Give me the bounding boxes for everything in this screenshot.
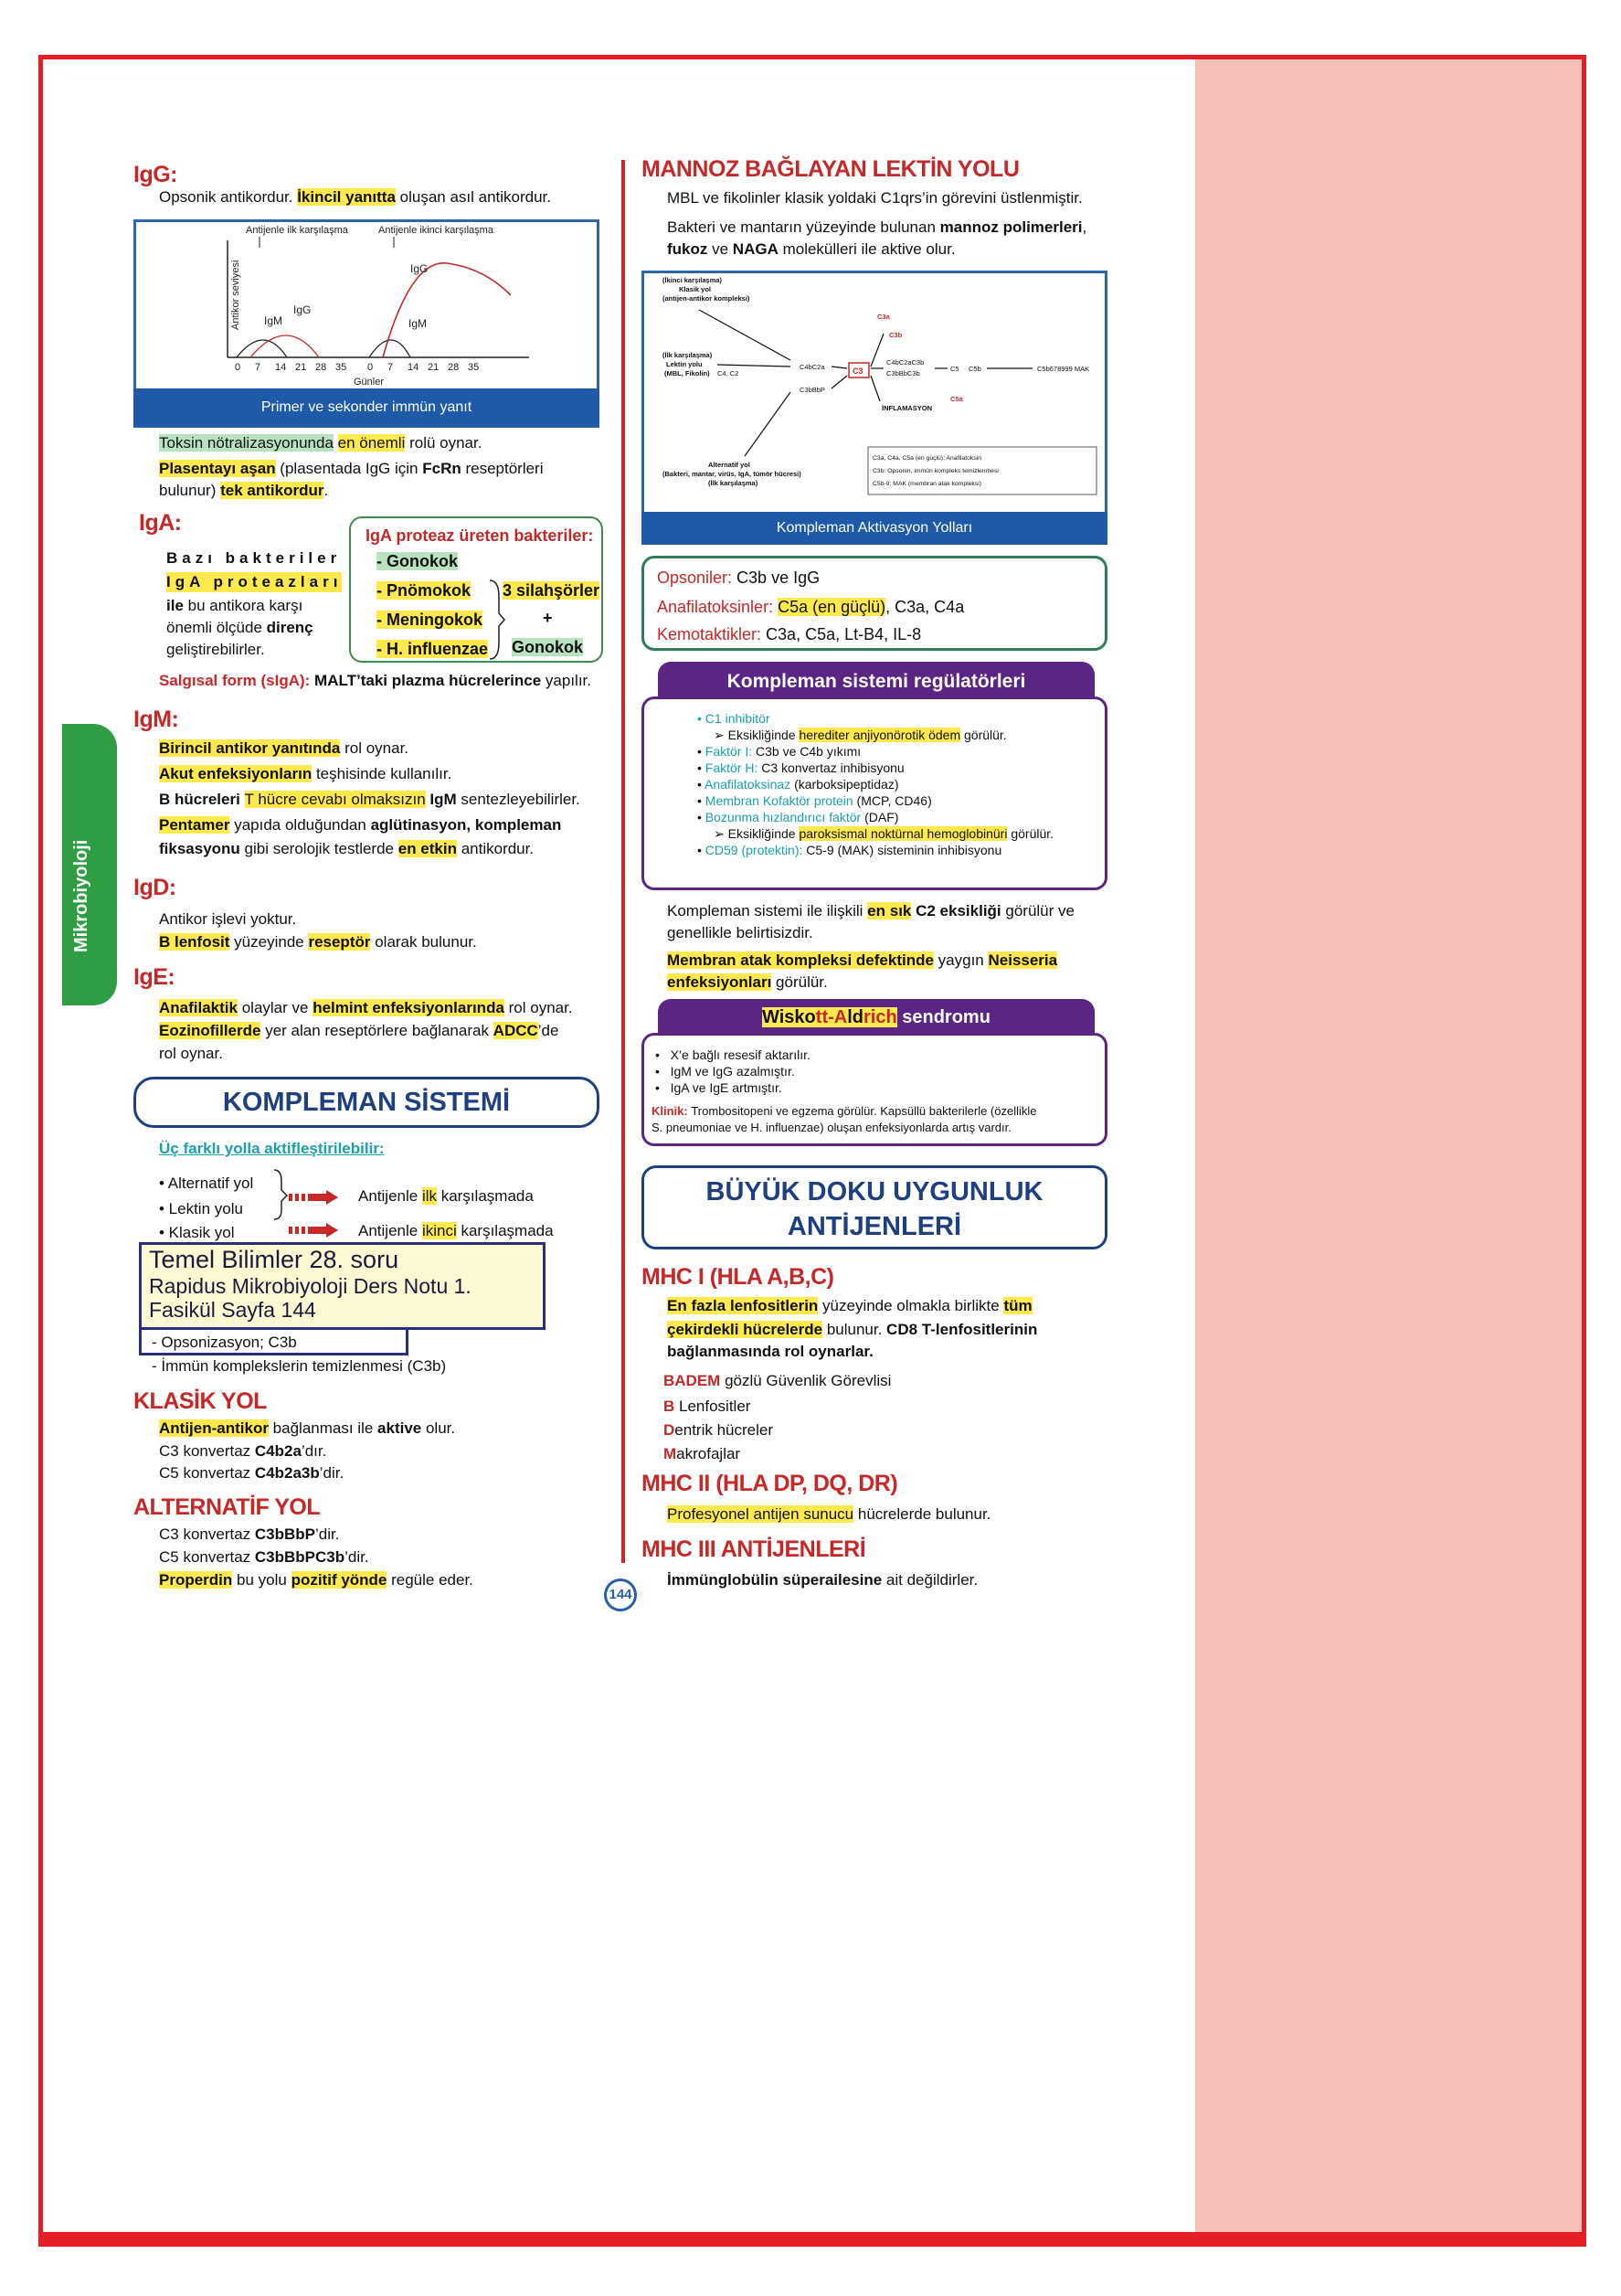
iga-box-title: IgA proteaz üreten bakteriler:	[366, 526, 594, 545]
ige-line3: rol oynar.	[159, 1045, 223, 1062]
ops-line1: Opsoniler: C3b ve IgG	[657, 569, 821, 587]
diagram-caption: Kompleman Aktivasyon Yolları	[641, 512, 1107, 545]
regulators-box	[641, 696, 1107, 890]
graph-label-first: Antijenle ilk karşılaşma	[246, 225, 348, 236]
iga-p3: ile bu antikora karşı	[166, 597, 303, 614]
kc-line2: genellikle belirtisizdir.	[667, 924, 813, 941]
igm-line4: Pentamer yapıda olduğundan aglütinasyon, kompleman	[159, 816, 562, 834]
graph-tick-label: 28	[315, 362, 327, 373]
ige-title: IgE:	[133, 964, 175, 990]
iga-box-right1: 3 silahşörler	[503, 581, 600, 600]
svg-text:Lektin yolu: Lektin yolu	[666, 360, 703, 368]
was-item-1: • X’e bağlı resesif aktarılır.	[655, 1047, 810, 1062]
iga-p1: Bazı bakteriler	[166, 549, 342, 567]
svg-text:(antijen-antikor kompleksi): (antijen-antikor kompleksi)	[662, 294, 750, 303]
iga-p2: IgA proteazları	[166, 573, 343, 590]
svg-text:C3b: Opsonin, immün kompleks t: C3b: Opsonin, immün kompleks temizlenmesi	[873, 468, 999, 474]
iga-box-item-1: - Gonokok	[376, 552, 458, 570]
svg-text:C3a, C4a, C5a (en güçlü): Anaf: C3a, C4a, C5a (en güçlü): Anafilatoksin	[873, 455, 982, 462]
note-line1: Temel Bilimler 28. soru	[149, 1246, 399, 1273]
igd-line1: Antikor işlevi yoktur.	[159, 910, 297, 928]
svg-text:C5b-9: MAK (membran atak kompl: C5b-9: MAK (membran atak kompleksi)	[873, 481, 981, 487]
kompleman-title-box	[133, 1077, 599, 1128]
mhc3-line1: İmmünglobülin süperailesine ait değildirler.	[667, 1571, 979, 1589]
sticky-note	[139, 1242, 546, 1330]
iga-title: IgA:	[139, 510, 182, 536]
svg-text:C3bBbC3b: C3bBbC3b	[886, 369, 920, 377]
mannoz-title: MANNOZ BAĞLAYAN LEKTİN YOLU	[641, 156, 1020, 182]
note-line3: Fasikül Sayfa 144	[149, 1298, 316, 1322]
svg-text:C5a: C5a	[950, 395, 963, 403]
reg-item-1: • C1 inhibitör	[697, 711, 770, 726]
mannoz-line1: MBL ve fikolinler klasik yoldaki C1qrs’in görevini üstlenmiştir.	[667, 189, 1083, 207]
graph-curve-igm-1: IgM	[264, 314, 283, 327]
ige-line2: Eozinofillerde yer alan reseptörlere bağlanarak ADCC’de	[159, 1022, 559, 1039]
graph-ylabel: Antikor seviyesi	[230, 260, 241, 330]
igg-line3: Plasentayı aşan (plasentada IgG için FcRn reseptörleri	[159, 460, 544, 477]
graph-tick-label: 21	[428, 362, 440, 373]
side-tab-label: Mikrobiyoloji	[71, 839, 91, 952]
igm-line1: Birincil antikor yanıtında rol oynar.	[159, 739, 409, 757]
svg-text:(İlk karşılaşma): (İlk karşılaşma)	[708, 479, 758, 487]
igg-line4: bulunur) tek antikordur.	[159, 482, 329, 499]
klasik-title: KLASİK YOL	[133, 1388, 267, 1414]
kc-line1: Kompleman sistemi ile ilişkili en sık C2 eksikliği görülür ve	[667, 902, 1075, 919]
graph-tick-label: 14	[275, 362, 287, 373]
alternatif-line3: Properdin bu yolu pozitif yönde regüle eder.	[159, 1571, 473, 1589]
reg-item-1-sub: ➢ Eksikliğinde herediter anjiyonörotik ödem görülür.	[714, 728, 1007, 742]
mhc2-title: MHC II (HLA DP, DQ, DR)	[641, 1471, 898, 1496]
note-line2: Rapidus Mikrobiyoloji Ders Notu 1.	[149, 1274, 471, 1298]
bottom-bar	[38, 2232, 1586, 2247]
mhc1-line1: En fazla lenfositlerin yüzeyinde olmakla birlikte tüm	[667, 1297, 1033, 1314]
svg-text:C4bC2a: C4bC2a	[800, 363, 825, 371]
graph-curve-igg-2: IgG	[410, 262, 429, 275]
ops-line2: Anafilatoksinler: C5a (en güçlü), C3a, C4a	[657, 598, 965, 616]
iga-box-item-3: - Meningokok	[376, 611, 482, 629]
svg-text:C3b: C3b	[889, 331, 903, 339]
graph-xlabel: Günler	[354, 377, 385, 388]
ilk-karsilasma: Antijenle ilk karşılaşmada	[358, 1187, 534, 1205]
svg-text:C4bC2aC3b: C4bC2aC3b	[886, 358, 925, 367]
alternatif-title: ALTERNATİF YOL	[133, 1494, 321, 1520]
igm-line5: fiksasyonu gibi serolojik testlerde en etkin antikordur.	[159, 840, 535, 857]
path-klasik: • Klasik yol	[159, 1224, 235, 1241]
klasik-line1: Antijen-antikor bağlanması ile aktive olur.	[159, 1419, 456, 1437]
kompleman-item2: - İmmün komplekslerin temizlenmesi (C3b)	[152, 1357, 447, 1375]
graph-curve-igg-1: IgG	[293, 303, 312, 316]
iga-box-right2: Gonokok	[512, 638, 584, 656]
igd-line2: B lenfosit yüzeyinde reseptör olarak bulunur.	[159, 933, 477, 951]
column-divider	[621, 160, 625, 1563]
kompleman-item1: - Opsonizasyon; C3b	[152, 1334, 297, 1351]
graph-tick-label: 14	[408, 362, 419, 373]
svg-text:(İlk karşılaşma): (İlk karşılaşma)	[662, 351, 713, 359]
igd-title: IgD:	[133, 875, 176, 900]
side-tab	[62, 724, 117, 1005]
reg-item-3: • Faktör H: C3 konvertaz inhibisyonu	[697, 760, 905, 775]
graph-tick-label: 7	[255, 362, 261, 373]
iga-protease-box	[349, 516, 603, 663]
was-title: Wiskott-Aldrich sendromu	[658, 999, 1095, 1036]
svg-text:(Bakteri, mantar, virüs, IgA,: (Bakteri, mantar, virüs, IgA, tümör hücresi)	[662, 470, 801, 478]
path-alternatif: • Alternatif yol	[159, 1175, 254, 1192]
svg-text:Alternatif yol: Alternatif yol	[708, 461, 750, 469]
reg-item-5: • Membran Kofaktör protein (MCP, CD46)	[697, 793, 932, 808]
iga-box-plus: +	[543, 609, 553, 627]
mhc1-badem: BADEM gözlü Güvenlik Görevlisi	[663, 1372, 892, 1389]
alternatif-line1: C3 konvertaz C3bBbP’dir.	[159, 1525, 340, 1543]
mhc1-b: B Lenfositler	[663, 1398, 751, 1415]
klasik-line3: C5 konvertaz C4b2a3b’dir.	[159, 1464, 344, 1482]
ops-line3: Kemotaktikler: C3a, C5a, Lt-B4, IL-8	[657, 625, 922, 643]
buyuk-line1: BÜYÜK DOKU UYGUNLUK	[705, 1177, 1044, 1206]
graph-tick-label: 35	[468, 362, 480, 373]
iga-p4: önemli ölçüde direnç	[166, 619, 313, 636]
graph-tick-label: 28	[448, 362, 460, 373]
svg-text:C5b678999 MAK: C5b678999 MAK	[1037, 365, 1090, 373]
svg-text:(MBL, Fikolin): (MBL, Fikolin)	[664, 369, 710, 377]
path-lektin: • Lektin yolu	[159, 1200, 243, 1217]
was-klinik-2: S. pneumoniae ve H. influenzae) oluşan enfeksiyonlarda artış vardır.	[652, 1121, 1012, 1134]
svg-text:(İkinci karşılaşma): (İkinci karşılaşma)	[662, 276, 723, 284]
reg-item-2: • Faktör I: C3b ve C4b yıkımı	[697, 744, 862, 759]
igm-title: IgM:	[133, 707, 179, 732]
svg-text:C5b: C5b	[969, 365, 981, 373]
reg-item-7: • CD59 (protektin): C5-9 (MAK) sisteminin inhibisyonu	[697, 843, 1002, 857]
was-item-2: • IgM ve IgG azalmıştır.	[655, 1064, 795, 1079]
page-number: 144	[604, 1578, 637, 1611]
opsonin-box	[641, 556, 1107, 651]
was-item-3: • IgA ve IgE artmıştır.	[655, 1080, 782, 1095]
graph-tick-label: 35	[335, 362, 347, 373]
iga-box-item-4: - H. influenzae	[376, 640, 489, 658]
mhc1-title: MHC I (HLA A,B,C)	[641, 1264, 834, 1290]
reg-title: Kompleman sistemi regülatörleri	[658, 662, 1095, 702]
igm-line2: Akut enfeksiyonların teşhisinde kullanılır.	[159, 765, 452, 782]
iga-box-item-2: - Pnömokok	[376, 581, 471, 600]
svg-text:C4, C2: C4, C2	[717, 369, 739, 377]
mannoz-line2: Bakteri ve mantarın yüzeyinde bulunan mannoz polimerleri,	[667, 218, 1087, 236]
reg-item-6-sub: ➢ Eksikliğinde paroksismal noktürnal hemoglobinüri görülür.	[714, 826, 1054, 841]
ige-line1: Anafilaktik olaylar ve helmint enfeksiyonlarında rol oynar.	[159, 999, 573, 1016]
kc-line3: Membran atak kompleksi defektinde yaygın Neisseria	[667, 951, 1058, 969]
was-klinik-1: Klinik: Trombositopeni ve egzema görülür. Kapsüllü bakterilerle (özellikle	[652, 1104, 1037, 1118]
klasik-line2: C3 konvertaz C4b2a’dır.	[159, 1442, 327, 1460]
mhc1-m: Makrofajlar	[663, 1445, 741, 1462]
svg-text:İNFLAMASYON: İNFLAMASYON	[882, 404, 932, 412]
path-arrows	[272, 1168, 355, 1241]
svg-text:C3bBbP: C3bBbP	[800, 386, 825, 394]
mhc1-line2: çekirdekli hücrelerde bulunur. CD8 T-lenfositlerinin	[667, 1321, 1038, 1338]
mhc3-title: MHC III ANTİJENLERİ	[641, 1536, 866, 1562]
svg-text:C3a: C3a	[877, 313, 890, 321]
mhc2-line1: Profesyonel antijen sunucu hücrelerde bulunur.	[667, 1505, 991, 1523]
was-box	[641, 1033, 1107, 1146]
graph-tick-label: 0	[235, 362, 241, 373]
graph-curve-igm-2: IgM	[408, 317, 428, 330]
graph-label-second: Antijenle ikinci karşılaşma	[378, 225, 493, 236]
buyuk-doku-box	[641, 1165, 1107, 1249]
igg-line2: Toksin nötralizasyonunda en önemli rolü oynar.	[159, 434, 482, 452]
graph-tick-label: 0	[367, 362, 374, 373]
complement-pathways-diagram	[641, 271, 1107, 545]
mhc1-d: Dentrik hücreler	[663, 1421, 773, 1439]
graph-caption: Primer ve sekonder immün yanıt	[133, 388, 599, 427]
igg-title: IgG:	[133, 162, 177, 187]
igm-line3: B hücreleri T hücre cevabı olmaksızın IgM sentezleyebilirler.	[159, 791, 580, 808]
ikinci-karsilasma: Antijenle ikinci karşılaşmada	[358, 1222, 554, 1239]
graph-tick-label: 7	[387, 362, 394, 373]
reg-item-6: • Bozunma hızlandırıcı faktör (DAF)	[697, 810, 899, 824]
kc-line4: enfeksiyonları görülür.	[667, 973, 828, 991]
svg-text:Klasik yol: Klasik yol	[679, 285, 712, 293]
siga-line: Salgısal form (sIgA): MALT’taki plazma hücrelerince yapılır.	[159, 672, 591, 689]
graph-tick-label: 21	[295, 362, 307, 373]
alternatif-line2: C5 konvertaz C3bBbPC3b’dir.	[159, 1548, 369, 1566]
kompleman-sub: Üç farklı yolla aktifleştirilebilir:	[159, 1140, 385, 1157]
svg-text:C5: C5	[950, 365, 959, 373]
mhc1-line3: bağlanmasında rol oynarlar.	[667, 1343, 874, 1360]
reg-item-4: • Anafilatoksinaz (karboksipeptidaz)	[697, 777, 899, 792]
svg-text:C3: C3	[853, 367, 863, 376]
iga-p5: geliştirebilirler.	[166, 641, 265, 658]
kompleman-title: KOMPLEMAN SİSTEMİ	[222, 1088, 511, 1117]
igg-line1: Opsonik antikordur. İkincil yanıtta oluşan asıl antikordur.	[159, 188, 552, 206]
buyuk-line2: ANTİJENLERİ	[787, 1212, 962, 1241]
mannoz-line3: fukoz ve NAGA molekülleri ile aktive olur.	[667, 240, 956, 258]
